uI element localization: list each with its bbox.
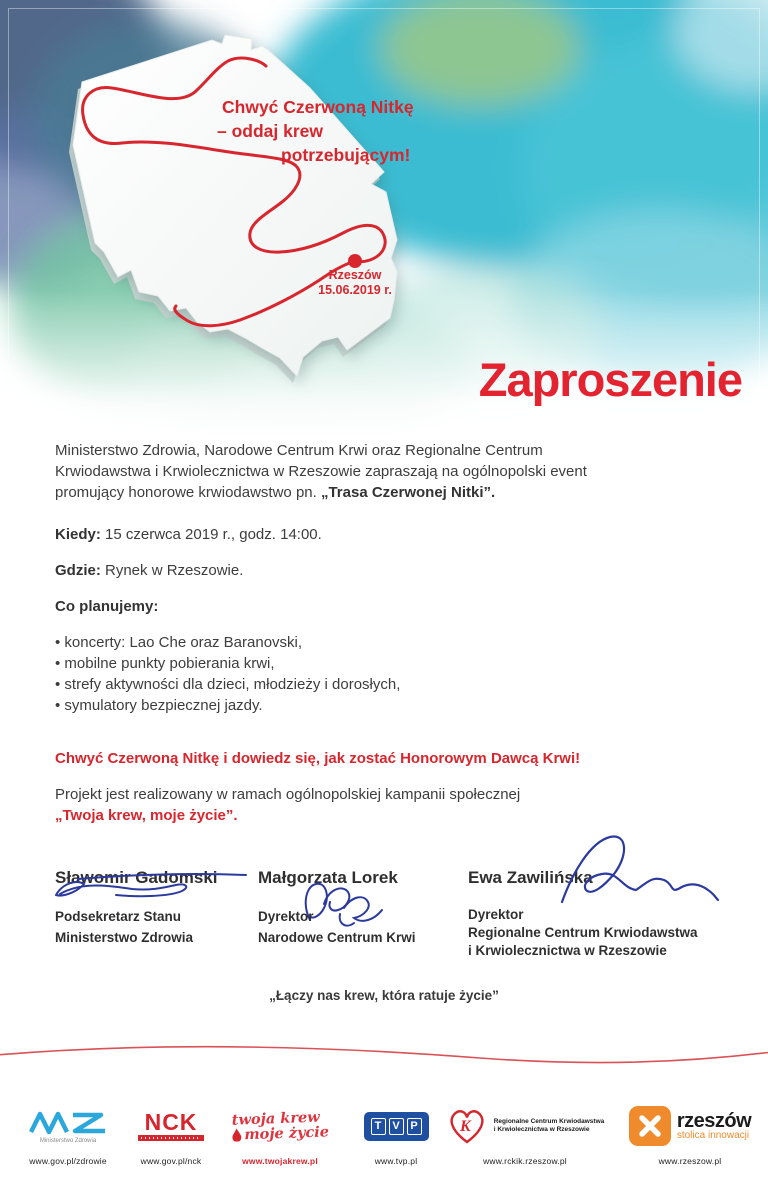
blood-drop-icon [232, 1128, 241, 1141]
signatory-name: Małgorzata Lorek [258, 868, 398, 887]
campaign-line1: Projekt jest realizowany w ramach ogólnopolskiej kampanii społecznej [55, 786, 521, 803]
logo-url: www.gov.pl/zdrowie [29, 1156, 107, 1166]
signatory-org: Regionalne Centrum Krwiodawstwa [468, 925, 698, 940]
signatory-role: Dyrektor [468, 907, 524, 922]
rzeszow-label [293, 268, 417, 298]
twoja-krew-line1: twoja krew [231, 1108, 320, 1129]
signatory-role: Dyrektor [258, 909, 314, 924]
map-headline-line2: – oddaj krew [217, 121, 324, 141]
signature-gadomski [48, 864, 253, 910]
logo-rzeszow [616, 1102, 764, 1166]
intro-line3: promujący honorowe krwiodawstwo pn. „Trasa Czerwonej Nitki”. [55, 484, 496, 501]
nck-logo-text: NCK [144, 1109, 198, 1135]
where-value: Rynek w Rzeszowie. [100, 562, 244, 579]
intro-paragraph [55, 440, 587, 503]
logo-twoja-krew [222, 1102, 338, 1166]
map-headline-line3: potrzebującym! [281, 145, 411, 165]
rzeszow-logo-subtext: stolica innowacji [676, 1129, 750, 1141]
mz-logo-icon [27, 1109, 109, 1135]
tvp-logo-icon [364, 1112, 429, 1141]
rzeszow-mark-icon [629, 1106, 671, 1146]
logo-url: www.gov.pl/nck [140, 1156, 202, 1166]
signatory-org-line2: i Krwiolecznictwa w Rzeszowie [468, 943, 667, 958]
mz-logo-caption: Ministerstwo Zdrowia [39, 1137, 97, 1144]
signatory-roles [468, 906, 698, 960]
logo-ministerstwo-zdrowia [20, 1102, 116, 1166]
list-item: • strefy aktywności dla dzieci, młodzieży i dorosłych, [55, 676, 401, 693]
red-wave-divider [0, 1035, 768, 1075]
when-label: Kiedy: [55, 526, 101, 543]
rzeszow-date: 15.06.2019 r. [318, 283, 392, 297]
cta-line: Chwyć Czerwoną Nitkę i dowiedz się, jak zostać Honorowym Dawcą Krwi! [55, 750, 581, 767]
rckik-name-line2: i Krwiolecznictwa w Rzeszowie [493, 1126, 590, 1133]
tvp-letter: T [371, 1118, 386, 1135]
nck-logo-bar [138, 1135, 204, 1141]
rzeszow-logo-text: rzeszów [676, 1109, 752, 1132]
rzeszow-city: Rzeszów [328, 268, 382, 282]
rzeszow-dot [348, 254, 362, 268]
where-line [55, 560, 243, 581]
page-title: Zaproszenie [478, 353, 742, 406]
signatory-name: Sławomir Gadomski [55, 868, 218, 887]
list-item: • symulatory bezpiecznej jazdy. [55, 697, 263, 714]
plan-heading: Co planujemy: [55, 598, 159, 615]
signatory-roles [55, 906, 193, 948]
signatory-org: Ministerstwo Zdrowia [55, 930, 194, 945]
heart-k-icon [446, 1106, 488, 1146]
campaign-slogan: „Twoja krew, moje życie”. [55, 807, 238, 824]
plan-list [55, 632, 400, 716]
motto-quote: „Łączy nas krew, która ratuje życie” [269, 988, 499, 1003]
tvp-letter: V [389, 1118, 404, 1135]
signatory-name: Ewa Zawilińska [468, 868, 593, 887]
when-value: 15 czerwca 2019 r., godz. 14:00. [100, 526, 322, 543]
logo-tvp [348, 1102, 444, 1166]
where-label: Gdzie: [55, 562, 101, 579]
logo-url: www.twojakrew.pl [242, 1156, 318, 1166]
signatory-role: Podsekretarz Stanu [55, 909, 182, 924]
when-line [55, 524, 322, 545]
logo-url: www.rzeszow.pl [658, 1156, 722, 1166]
rckik-name-line1: Regionalne Centrum Krwiodawstwa [493, 1118, 605, 1125]
intro-line2: Krwiodawstwa i Krwiolecznictwa w Rzeszowie zapraszają na ogólnopolski event [55, 463, 587, 480]
map-headline-line1: Chwyć Czerwoną Nitkę [222, 97, 414, 117]
tvp-letter: P [407, 1118, 422, 1135]
event-name: „Trasa Czerwonej Nitki”. [320, 484, 496, 501]
logo-url: www.tvp.pl [374, 1156, 418, 1166]
list-item: • koncerty: Lao Che oraz Baranovski, [55, 634, 303, 651]
logo-rckik [445, 1102, 605, 1166]
list-item: • mobilne punkty pobierania krwi, [55, 655, 275, 672]
twoja-krew-line2: moje życie [243, 1123, 329, 1144]
logo-nck [123, 1102, 219, 1166]
signatory-roles [258, 906, 416, 948]
svg-text:K: K [459, 1118, 471, 1135]
logo-url: www.rckik.rzeszow.pl [483, 1156, 567, 1166]
campaign-paragraph [55, 784, 520, 826]
signatory-org: Narodowe Centrum Krwi [258, 930, 416, 945]
intro-line1: Ministerstwo Zdrowia, Narodowe Centrum Krwi oraz Regionalne Centrum [55, 442, 543, 459]
